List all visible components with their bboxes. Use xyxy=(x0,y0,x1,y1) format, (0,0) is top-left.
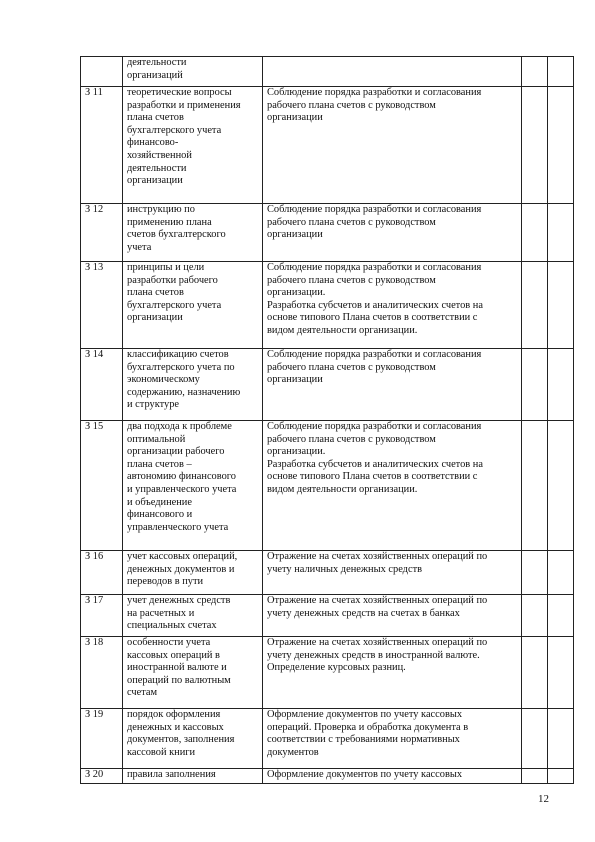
description-cell xyxy=(263,349,522,421)
topic-cell-text: правила заполнения xyxy=(127,769,216,780)
description-cell-text: Соблюдение порядка разработки и согласования рабочего плана счетов с руководством организации xyxy=(267,349,482,386)
topic-cell xyxy=(123,595,263,637)
description-cell-text: Соблюдение порядка разработки и согласования рабочего плана счетов с руководством организации xyxy=(267,87,482,124)
topic-cell-text: учет кассовых операций, денежных документов и переводов в пути xyxy=(127,551,238,588)
topic-cell xyxy=(123,637,263,709)
table-row xyxy=(81,595,574,637)
code-cell xyxy=(81,637,123,709)
empty-cell xyxy=(522,204,548,262)
empty-cell xyxy=(522,551,548,595)
topic-cell xyxy=(123,709,263,769)
code-cell-text: З 13 xyxy=(85,262,104,273)
code-cell-text: З 15 xyxy=(85,421,104,432)
empty-cell xyxy=(548,709,574,769)
description-cell-text: Соблюдение порядка разработки и согласования рабочего плана счетов с руководством организации. Разработка субсчетов и аналитических счетов на основе типового Плана счетов в соответствии с видом деятельности организации. xyxy=(267,421,483,495)
competency-table xyxy=(80,56,574,784)
description-cell-text: Отражение на счетах хозяйственных операций по учету наличных денежных средств xyxy=(267,551,488,575)
empty-cell xyxy=(548,769,574,784)
empty-cell xyxy=(522,349,548,421)
topic-cell xyxy=(123,349,263,421)
table-row xyxy=(81,204,574,262)
code-cell-text: З 19 xyxy=(85,709,104,720)
code-cell-text: З 12 xyxy=(85,204,104,215)
table-row xyxy=(81,349,574,421)
topic-cell-text: принципы и цели разработки рабочего плана счетов бухгалтерского учета организации xyxy=(127,262,222,324)
topic-cell xyxy=(123,421,263,551)
description-cell xyxy=(263,87,522,204)
table-row xyxy=(81,57,574,87)
description-cell xyxy=(263,595,522,637)
code-cell xyxy=(81,551,123,595)
topic-cell-text: учет денежных средств на расчетных и специальных счетах xyxy=(127,595,231,632)
empty-cell xyxy=(548,349,574,421)
topic-cell-text: теоретические вопросы разработки и применения плана счетов бухгалтерского учета финансово- хозяйственной деятельности организации xyxy=(127,87,241,187)
empty-cell xyxy=(522,637,548,709)
page-number: 12 xyxy=(538,793,549,805)
empty-cell xyxy=(522,57,548,87)
description-cell-text: Соблюдение порядка разработки и согласования рабочего плана счетов с руководством организации xyxy=(267,204,482,241)
description-cell xyxy=(263,262,522,349)
competency-table-body xyxy=(81,57,574,784)
empty-cell xyxy=(522,769,548,784)
empty-cell xyxy=(548,595,574,637)
code-cell xyxy=(81,595,123,637)
topic-cell xyxy=(123,57,263,87)
description-cell xyxy=(263,421,522,551)
code-cell xyxy=(81,769,123,784)
topic-cell-text: классификацию счетов бухгалтерского учета по экономическому содержанию, назначению и структуре xyxy=(127,349,241,411)
table-row xyxy=(81,262,574,349)
empty-cell xyxy=(522,709,548,769)
description-cell-text: Соблюдение порядка разработки и согласования рабочего плана счетов с руководством организации. Разработка субсчетов и аналитических счетов на основе типового Плана счетов в соответствии с видом деятельности организации. xyxy=(267,262,483,336)
description-cell xyxy=(263,551,522,595)
code-cell-text: З 11 xyxy=(85,87,103,98)
empty-cell xyxy=(522,595,548,637)
description-cell-text: Отражение на счетах хозяйственных операций по учету денежных средств в иностранной валюте. Определение курсовых разниц. xyxy=(267,637,488,674)
code-cell xyxy=(81,421,123,551)
code-cell-text: З 18 xyxy=(85,637,104,648)
topic-cell-text: два подхода к проблеме оптимальной организации рабочего плана счетов – автономию финансового и управленческого учета и объединение финансового и управленческого учета xyxy=(127,421,237,533)
empty-cell xyxy=(522,262,548,349)
description-cell xyxy=(263,769,522,784)
code-cell xyxy=(81,349,123,421)
code-cell-text: З 17 xyxy=(85,595,104,606)
code-cell xyxy=(81,262,123,349)
code-cell-text: З 16 xyxy=(85,551,104,562)
code-cell-text: З 14 xyxy=(85,349,104,360)
topic-cell-text: особенности учета кассовых операций в иностранной валюте и операций по валютным счетам xyxy=(127,637,231,699)
empty-cell xyxy=(548,57,574,87)
table-row xyxy=(81,551,574,595)
topic-cell-text: инструкцию по применению плана счетов бухгалтерского учета xyxy=(127,204,226,253)
table-row xyxy=(81,421,574,551)
code-cell xyxy=(81,87,123,204)
empty-cell xyxy=(522,421,548,551)
empty-cell xyxy=(522,87,548,204)
topic-cell-text: деятельности организаций xyxy=(127,57,187,81)
topic-cell xyxy=(123,262,263,349)
code-cell xyxy=(81,204,123,262)
table-row xyxy=(81,637,574,709)
topic-cell xyxy=(123,204,263,262)
empty-cell xyxy=(548,262,574,349)
empty-cell xyxy=(548,87,574,204)
topic-cell xyxy=(123,551,263,595)
empty-cell xyxy=(548,637,574,709)
code-cell xyxy=(81,709,123,769)
description-cell xyxy=(263,204,522,262)
description-cell xyxy=(263,637,522,709)
description-cell-text: Оформление документов по учету кассовых операций. Проверка и обработка документа в соответствии с требованиями нормативных документов xyxy=(267,709,469,758)
description-cell-text: Оформление документов по учету кассовых xyxy=(267,769,463,780)
table-row xyxy=(81,769,574,784)
table-row xyxy=(81,709,574,769)
code-cell-text: З 20 xyxy=(85,769,104,780)
table-row xyxy=(81,87,574,204)
topic-cell xyxy=(123,769,263,784)
description-cell xyxy=(263,57,522,87)
empty-cell xyxy=(548,421,574,551)
topic-cell xyxy=(123,87,263,204)
empty-cell xyxy=(548,551,574,595)
description-cell-text: Отражение на счетах хозяйственных операций по учету денежных средств на счетах в банках xyxy=(267,595,488,619)
empty-cell xyxy=(548,204,574,262)
description-cell xyxy=(263,709,522,769)
code-cell xyxy=(81,57,123,87)
topic-cell-text: порядок оформления денежных и кассовых документов, заполнения кассовой книги xyxy=(127,709,235,758)
